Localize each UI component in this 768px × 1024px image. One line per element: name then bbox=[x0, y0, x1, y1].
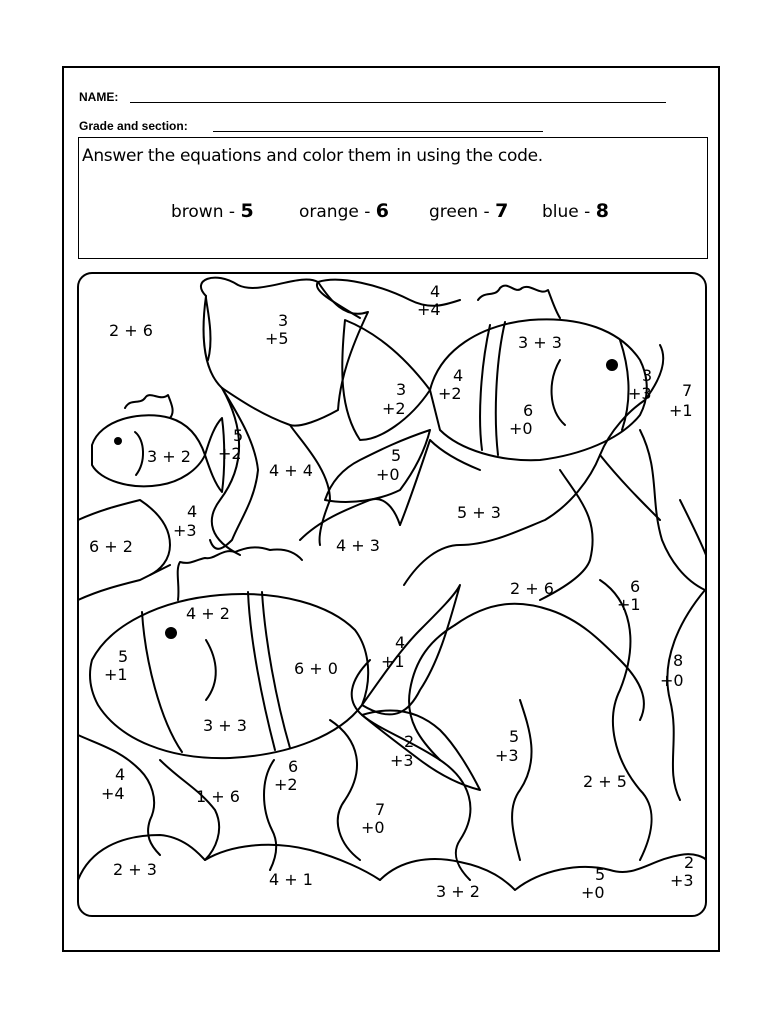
equation-label: 5 bbox=[509, 727, 520, 746]
equation-label: 3 bbox=[278, 311, 289, 330]
color-code-brown: brown - 5 bbox=[171, 200, 254, 222]
equation-label: +2 bbox=[438, 384, 462, 403]
big-fish-stripe-3 bbox=[262, 592, 290, 748]
instructions-text: Answer the equations and color them in using the code. bbox=[82, 146, 543, 166]
equation-label: +4 bbox=[417, 300, 441, 319]
equation-label: 4 bbox=[453, 366, 464, 385]
equation-label: 1 + 6 bbox=[196, 787, 240, 806]
equation-label: +1 bbox=[617, 595, 641, 614]
equation-label: 2 bbox=[404, 732, 415, 751]
equation-label: 3 bbox=[642, 366, 653, 385]
equation-label: +2 bbox=[218, 444, 242, 463]
equation-label: 7 bbox=[375, 800, 386, 819]
small-fish bbox=[92, 395, 224, 492]
color-code-blue: blue - 8 bbox=[542, 200, 609, 222]
equation-label: 5 bbox=[391, 446, 402, 465]
equation-label: +2 bbox=[274, 775, 298, 794]
equation-label: 4 bbox=[430, 282, 441, 301]
top-fish bbox=[325, 286, 647, 502]
small-fish-gill bbox=[135, 432, 143, 475]
equation-label: 3 + 2 bbox=[436, 882, 480, 901]
equation-label: 4 + 1 bbox=[269, 870, 313, 889]
name-label: NAME: bbox=[79, 90, 119, 104]
equation-label: +5 bbox=[265, 329, 289, 348]
equation-label: 2 + 6 bbox=[109, 321, 153, 340]
equation-label: 4 + 3 bbox=[336, 536, 380, 555]
equation-label: +1 bbox=[381, 652, 405, 671]
big-fish-gill bbox=[206, 640, 216, 700]
equation-label: 3 + 3 bbox=[203, 716, 247, 735]
equation-label: 5 bbox=[233, 426, 244, 445]
equation-label: +0 bbox=[581, 883, 605, 902]
equation-label: 3 bbox=[396, 380, 407, 399]
color-code-orange: orange - 6 bbox=[299, 200, 390, 222]
equation-label: 4 bbox=[115, 765, 126, 784]
equation-label: 5 bbox=[118, 647, 129, 666]
equation-label: +1 bbox=[669, 401, 693, 420]
equation-label: +3 bbox=[173, 521, 197, 540]
equation-label: 2 bbox=[684, 853, 695, 872]
equation-label: 5 bbox=[595, 865, 606, 884]
top-fish-stripe-2 bbox=[496, 322, 505, 455]
equation-label: +3 bbox=[670, 871, 694, 890]
big-fish bbox=[90, 547, 480, 790]
top-fish-stripe-1 bbox=[480, 325, 490, 450]
equation-label: 6 bbox=[630, 577, 641, 596]
equation-label: +0 bbox=[660, 671, 684, 690]
equation-label: +3 bbox=[390, 751, 414, 770]
equation-label: 6 + 2 bbox=[89, 537, 133, 556]
equation-label: 2 + 6 bbox=[510, 579, 554, 598]
equation-label: +4 bbox=[101, 784, 125, 803]
equation-label: 6 + 0 bbox=[294, 659, 338, 678]
equation-label: 4 bbox=[395, 633, 406, 652]
top-fish-eye bbox=[606, 359, 618, 371]
equation-label: +0 bbox=[376, 465, 400, 484]
equation-label: 2 + 3 bbox=[113, 860, 157, 879]
equation-label: 5 + 3 bbox=[457, 503, 501, 522]
equation-label: 3 + 3 bbox=[518, 333, 562, 352]
equation-label: +0 bbox=[361, 818, 385, 837]
equation-label: 8 bbox=[673, 651, 684, 670]
equation-label: +2 bbox=[382, 399, 406, 418]
equation-label: +0 bbox=[509, 419, 533, 438]
equation-label: 7 bbox=[682, 381, 693, 400]
big-fish-stripe-2 bbox=[248, 592, 275, 750]
grade-section-label: Grade and section: bbox=[79, 119, 188, 133]
top-fish-gill bbox=[552, 360, 565, 425]
equation-label: 4 + 4 bbox=[269, 461, 313, 480]
equation-label: 6 bbox=[288, 757, 299, 776]
equation-label: 4 bbox=[187, 502, 198, 521]
equation-label: 4 + 2 bbox=[186, 604, 230, 623]
equation-label: 2 + 5 bbox=[583, 772, 627, 791]
equation-label: 6 bbox=[523, 401, 534, 420]
big-fish-lower-fin[interactable] bbox=[362, 710, 480, 790]
color-code-green: green - 7 bbox=[429, 200, 509, 222]
equation-label: +1 bbox=[104, 665, 128, 684]
small-fish-eye bbox=[114, 437, 122, 445]
equation-label: +3 bbox=[495, 746, 519, 765]
equation-label: +3 bbox=[628, 384, 652, 403]
top-fish-fin[interactable] bbox=[478, 286, 560, 318]
big-fish-eye bbox=[165, 627, 177, 639]
equation-labels bbox=[89, 282, 694, 902]
big-fish-tail[interactable] bbox=[362, 585, 460, 714]
top-fish-tail[interactable] bbox=[342, 320, 430, 440]
equation-label: 3 + 2 bbox=[147, 447, 191, 466]
